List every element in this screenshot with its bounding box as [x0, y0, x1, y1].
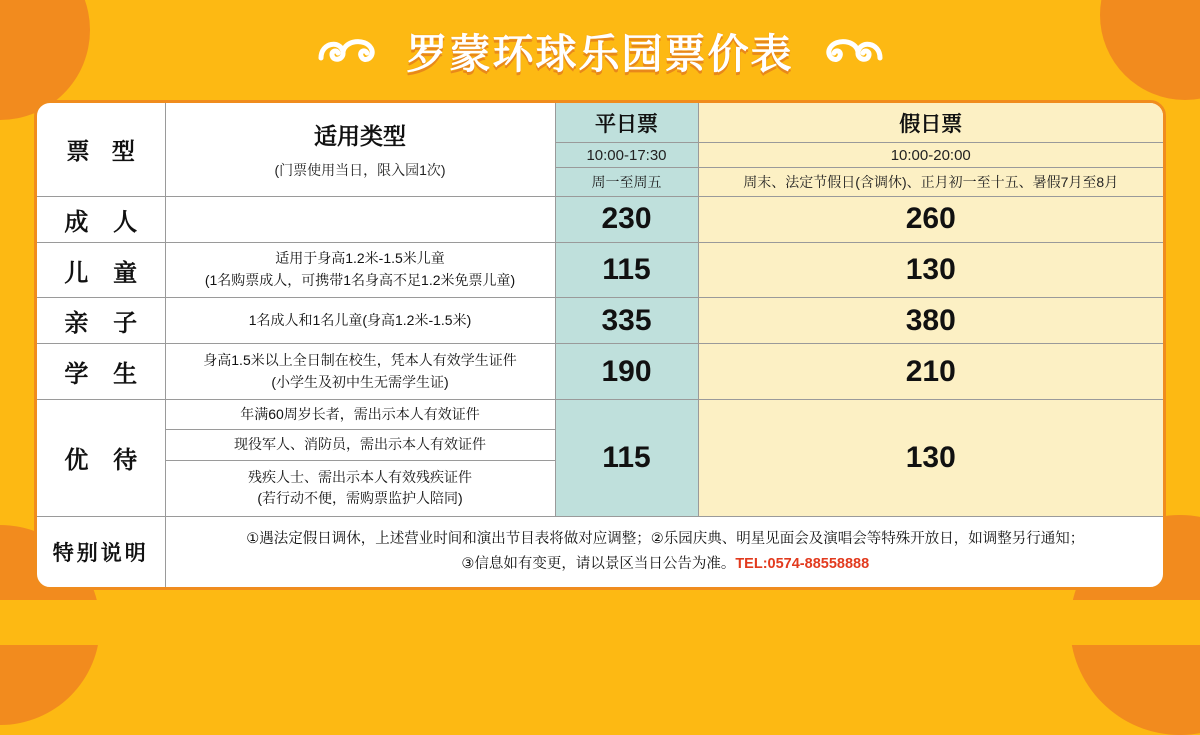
row-desc-preferential-senior	[165, 399, 555, 430]
weekday-days-text: 周一至周五	[591, 174, 662, 191]
header-cell-weekday-ticket	[555, 103, 698, 143]
desc-line: 残疾人士、需出示本人有效残疾证件	[248, 468, 472, 485]
swirl-ornament-icon	[820, 30, 884, 70]
table-row	[37, 399, 1163, 430]
desc-line: 1名成人和1名儿童(身高1.2米-1.5米)	[248, 311, 472, 328]
header-cell-holiday-ticket	[698, 103, 1163, 143]
row-holiday-price-family	[698, 298, 1163, 344]
row-label-family	[37, 298, 165, 344]
price-value: 380	[905, 303, 956, 337]
header-label-ticket-type: 票 型	[66, 138, 143, 164]
table-row	[37, 197, 1163, 243]
holiday-days-text: 周末、法定节假日(含调休)、正月初一至十五、暑假7月至8月	[743, 174, 1119, 191]
ticket-type-label: 成 人	[64, 208, 147, 236]
header-cell-holiday-hours	[698, 143, 1163, 168]
row-holiday-price-preferential	[698, 399, 1163, 516]
price-value: 115	[602, 440, 651, 474]
ticket-type-label: 学 生	[64, 361, 147, 389]
row-holiday-price-child	[698, 242, 1163, 298]
desc-line: 身高1.5米以上全日制在校生，凭本人有效学生证件	[203, 351, 517, 368]
note-line-2-text: ③信息如有变更，请以景区当日公告为准。	[461, 555, 736, 572]
price-value: 260	[905, 202, 956, 236]
price-value: 230	[601, 202, 652, 236]
special-notes-label-cell	[37, 516, 165, 587]
ticket-type-label: 亲 子	[64, 310, 147, 338]
header-cell-holiday-days	[698, 168, 1163, 197]
holiday-hours-text: 10:00-20:00	[890, 146, 971, 164]
special-notes-label: 特别说明	[52, 541, 149, 565]
bottom-strip	[0, 600, 1200, 645]
price-value: 130	[905, 440, 956, 474]
note-line-1: ①遇法定假日调休，上述营业时间和演出节目表将做对应调整；②乐园庆典、明星见面会及演唱会等特殊开放日，如调整另行通知；	[246, 531, 1085, 548]
row-desc-preferential-disabled	[165, 461, 555, 517]
desc-line: (小学生及初中生无需学生证)	[271, 373, 449, 390]
row-weekday-price-adult	[555, 197, 698, 243]
price-table-card	[34, 100, 1166, 590]
header-sublabel-applicable-type: (门票使用当日，限入园1次)	[274, 161, 446, 178]
header-label-holiday-ticket: 假日票	[899, 112, 963, 136]
header-cell-ticket-type	[37, 103, 165, 197]
price-value: 210	[905, 354, 956, 388]
row-label-child	[37, 242, 165, 298]
desc-line: 适用于身高1.2米-1.5米儿童	[275, 250, 445, 267]
special-notes-row	[37, 516, 1163, 587]
row-label-adult	[37, 197, 165, 243]
row-weekday-price-preferential	[555, 399, 698, 516]
desc-line: 现役军人、消防员，需出示本人有效证件	[234, 436, 486, 453]
desc-line: (若行动不便，需购票监护人陪同)	[257, 490, 463, 507]
table-row	[37, 298, 1163, 344]
row-label-preferential	[37, 399, 165, 516]
desc-line: (1名购票成人，可携带1名身高不足1.2米免票儿童)	[204, 272, 516, 289]
table-row	[37, 242, 1163, 298]
price-value: 115	[602, 253, 651, 287]
note-line-2	[178, 552, 1154, 577]
header-cell-weekday-days	[555, 168, 698, 197]
telephone-number: TEL:0574-88558888	[735, 555, 870, 572]
row-desc-family	[165, 298, 555, 344]
row-holiday-price-student	[698, 344, 1163, 400]
row-desc-preferential-military	[165, 430, 555, 461]
row-label-student	[37, 344, 165, 400]
poster-title-bar	[0, 0, 1200, 100]
header-cell-weekday-hours	[555, 143, 698, 168]
price-table	[37, 103, 1163, 587]
row-desc-adult	[165, 197, 555, 243]
row-weekday-price-student	[555, 344, 698, 400]
row-desc-child	[165, 242, 555, 298]
special-notes-body	[165, 516, 1163, 587]
row-desc-student	[165, 344, 555, 400]
weekday-hours-text: 10:00-17:30	[586, 146, 667, 164]
page-title: 罗蒙环球乐园票价表	[406, 30, 794, 77]
swirl-ornament-icon	[317, 30, 381, 70]
row-weekday-price-child	[555, 242, 698, 298]
desc-line: 年满60周岁长者，需出示本人有效证件	[240, 405, 480, 422]
price-value: 130	[905, 253, 956, 287]
header-cell-applicable-type	[165, 103, 555, 197]
row-weekday-price-family	[555, 298, 698, 344]
row-holiday-price-adult	[698, 197, 1163, 243]
ticket-type-label: 儿 童	[64, 259, 147, 287]
ticket-type-label: 优 待	[64, 447, 147, 475]
header-label-weekday-ticket: 平日票	[595, 112, 658, 136]
table-header-row-1	[37, 103, 1163, 143]
header-label-applicable-type: 适用类型	[314, 123, 406, 150]
table-row	[37, 344, 1163, 400]
price-value: 190	[601, 354, 652, 388]
price-value: 335	[601, 303, 652, 337]
